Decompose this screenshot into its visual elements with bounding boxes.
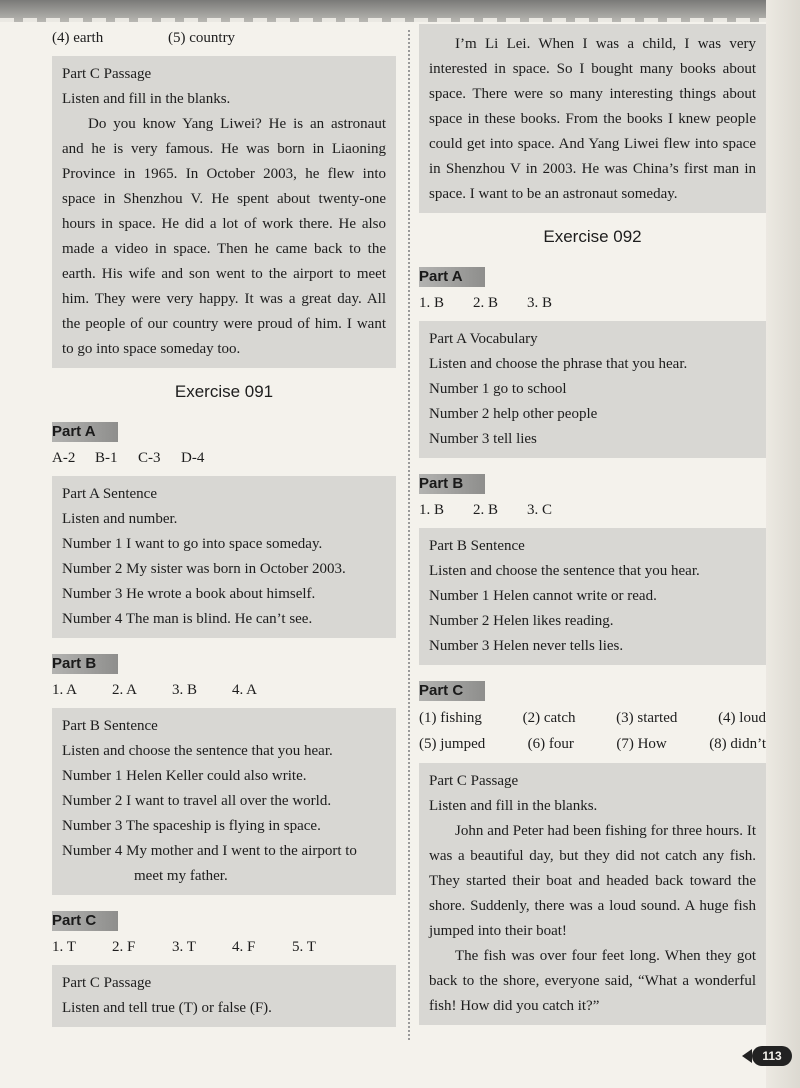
script-line: Number 1 Helen cannot write or read. bbox=[429, 588, 657, 604]
answer-item: 1. T bbox=[52, 939, 76, 955]
answer-item: (4) loud bbox=[718, 710, 766, 726]
script-box bbox=[52, 965, 396, 1027]
section-label: Part B bbox=[52, 654, 118, 674]
script-line: Number 1 go to school bbox=[429, 381, 567, 397]
script-box bbox=[52, 708, 396, 895]
page-right-edge bbox=[766, 0, 800, 1088]
right-column bbox=[419, 24, 766, 1031]
box-title: Part A Vocabulary bbox=[429, 331, 538, 347]
section-label: Part C bbox=[419, 681, 485, 701]
word-row bbox=[419, 731, 766, 757]
answer-item: 1. A bbox=[52, 682, 78, 698]
script-line: Number 3 The spaceship is flying in space. bbox=[62, 818, 321, 834]
section-label: Part A bbox=[52, 422, 118, 442]
answer-item: (5) country bbox=[168, 30, 236, 46]
script-line: Number 2 I want to travel all over the world. bbox=[62, 793, 332, 809]
script-line: Number 2 help other people bbox=[429, 406, 598, 422]
left-column bbox=[52, 24, 396, 1033]
script-line: Number 4 The man is blind. He can’t see. bbox=[62, 611, 313, 627]
answer-row bbox=[419, 291, 766, 315]
box-instruction: Listen and tell true (T) or false (F). bbox=[62, 1000, 272, 1016]
answer-item: 2. B bbox=[473, 295, 499, 311]
answer-item: 5. T bbox=[292, 939, 316, 955]
answer-item: 2. A bbox=[112, 682, 138, 698]
passage-box bbox=[419, 24, 766, 213]
answer-item: 1. B bbox=[419, 502, 445, 518]
page-top-band bbox=[0, 0, 800, 22]
script-line: Number 4 My mother and I went to the airport to bbox=[62, 843, 357, 859]
word-answers bbox=[419, 705, 766, 757]
box-instruction: Listen and choose the sentence that you hear. bbox=[429, 563, 700, 579]
top-answers bbox=[52, 26, 396, 50]
box-instruction: Listen and choose the phrase that you hear. bbox=[429, 356, 688, 372]
box-title: Part B Sentence bbox=[62, 718, 158, 734]
script-line: Number 3 He wrote a book about himself. bbox=[62, 586, 316, 602]
script-line: Number 3 tell lies bbox=[429, 431, 537, 447]
script-line: Number 2 My sister was born in October 2003. bbox=[62, 561, 346, 577]
box-title: Part A Sentence bbox=[62, 486, 157, 502]
word-row bbox=[419, 705, 766, 731]
answer-item: (1) fishing bbox=[419, 710, 482, 726]
page-number: 113 bbox=[752, 1046, 792, 1066]
answer-item: 3. B bbox=[172, 682, 198, 698]
section-label: Part B bbox=[419, 474, 485, 494]
box-title: Part B Sentence bbox=[429, 538, 525, 554]
passage-text: The fish was over four feet long. When they got back to the shore, everyone said, “What a wonderful fish! How did you catch it?” bbox=[429, 948, 756, 1014]
answer-item: 3. B bbox=[527, 295, 553, 311]
answer-item: (3) started bbox=[616, 710, 678, 726]
answer-item: B-1 bbox=[95, 450, 118, 466]
box-instruction: Listen and number. bbox=[62, 511, 178, 527]
script-line: meet my father. bbox=[134, 868, 228, 884]
box-instruction: Listen and choose the sentence that you hear. bbox=[62, 743, 333, 759]
box-title: Part C Passage bbox=[62, 975, 152, 991]
answer-item: (4) earth bbox=[52, 30, 104, 46]
section-label: Part C bbox=[52, 911, 118, 931]
passage-text: John and Peter had been fishing for three hours. It was a beautiful day, but they did not catch any fish. They started their boat and headed back toward the shore. Suddenly, there was a loud sound. A huge fish jumped into their boat! bbox=[429, 823, 756, 939]
box-instruction: Listen and fill in the blanks. bbox=[62, 91, 231, 107]
script-box bbox=[419, 528, 766, 665]
script-box bbox=[52, 476, 396, 638]
answer-row bbox=[52, 935, 396, 959]
answer-row bbox=[52, 678, 396, 702]
script-line: Number 3 Helen never tells lies. bbox=[429, 638, 624, 654]
answer-item: C-3 bbox=[138, 450, 161, 466]
answer-item: 2. F bbox=[112, 939, 136, 955]
box-title: Part C Passage bbox=[429, 773, 519, 789]
exercise-title: Exercise 092 bbox=[543, 227, 642, 246]
passage-box bbox=[52, 56, 396, 368]
script-line: Number 1 Helen Keller could also write. bbox=[62, 768, 307, 784]
answer-item: (6) four bbox=[527, 736, 574, 752]
section-label: Part A bbox=[419, 267, 485, 287]
exercise-title: Exercise 091 bbox=[174, 382, 274, 401]
answer-item: D-4 bbox=[181, 450, 205, 466]
column-divider bbox=[408, 30, 410, 1040]
answer-item: (8) didn’t bbox=[709, 736, 766, 752]
answer-item: (2) catch bbox=[522, 710, 576, 726]
answer-item: A-2 bbox=[52, 450, 76, 466]
script-box bbox=[419, 321, 766, 458]
script-line: Number 1 I want to go into space someday. bbox=[62, 536, 323, 552]
passage-box bbox=[419, 763, 766, 1025]
box-title: Part C Passage bbox=[62, 66, 152, 82]
passage-text: I’m Li Lei. When I was a child, I was very interested in space. So I bought many books about space. There were so many interesting things about space in these books. From the books I knew people could get into space. And Yang Liwei flew into space in Shenzhou V in 2003. He was China’s first man in space. I want to be an astronaut someday. bbox=[429, 36, 756, 202]
answer-item: 1. B bbox=[419, 295, 445, 311]
answer-item: 3. C bbox=[527, 502, 553, 518]
answer-item: 4. A bbox=[232, 682, 258, 698]
passage-text: Do you know Yang Liwei? He is an astronaut and he is very famous. He was born in Liaoning Province in 1965. In October 2003, he flew into space in Shenzhou V. He spent about twenty-one hours in space. He did a lot of work there. He also made a video in space. Then he came back to the earth. His wife and son went to the airport to meet him. They were very happy. It was a great day. All the people of our country were proud of him. I want to go into space someday too. bbox=[62, 116, 386, 357]
answer-item: 4. F bbox=[232, 939, 256, 955]
answer-item: (5) jumped bbox=[419, 736, 486, 752]
box-instruction: Listen and fill in the blanks. bbox=[429, 798, 598, 814]
answer-item: 2. B bbox=[473, 502, 499, 518]
answer-row bbox=[419, 498, 766, 522]
answer-row bbox=[52, 446, 396, 470]
answer-item: 3. T bbox=[172, 939, 196, 955]
script-line: Number 2 Helen likes reading. bbox=[429, 613, 614, 629]
answer-item: (7) How bbox=[616, 736, 667, 752]
